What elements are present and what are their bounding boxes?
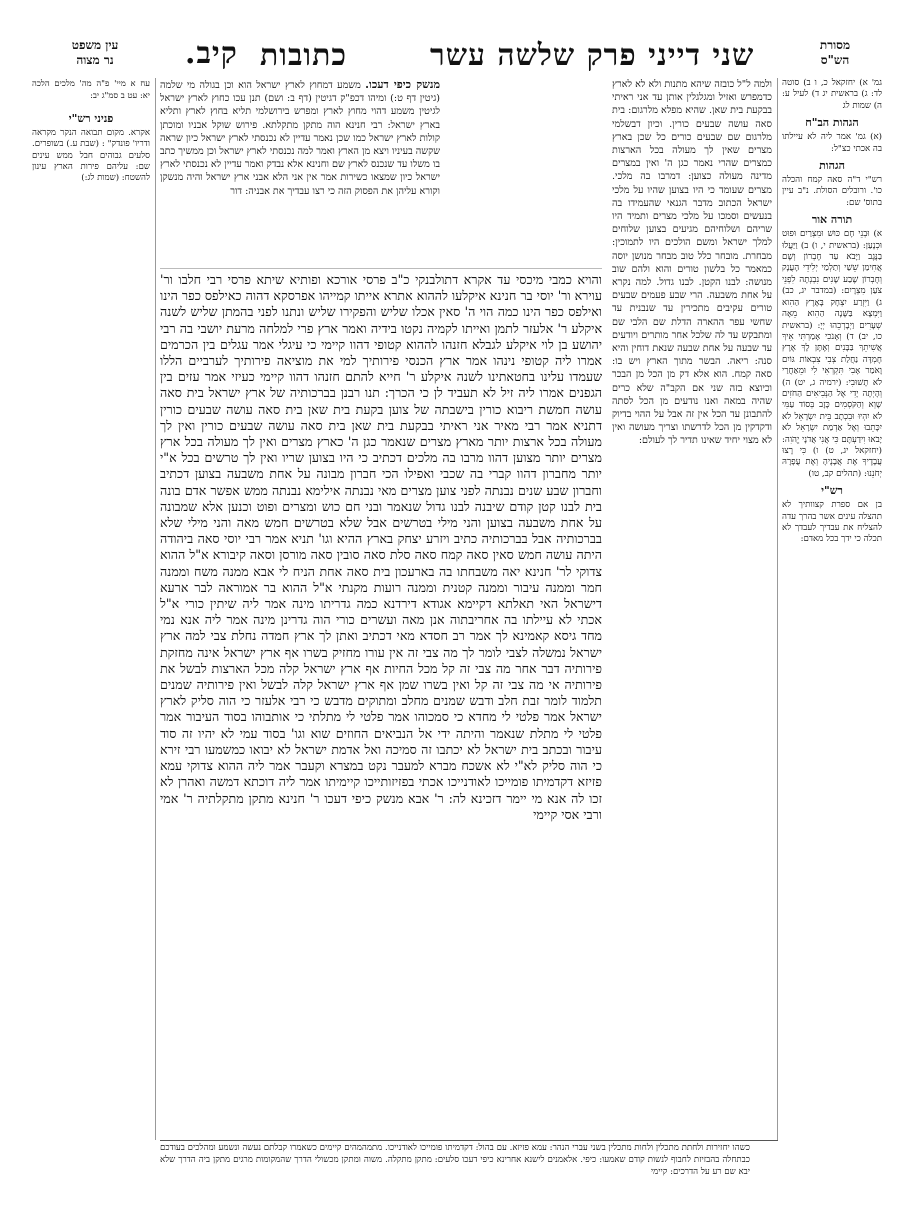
ein-mishpat-label: עין משפט נר מצוה [71, 38, 119, 67]
hagahot-text: רש"י ד"ה סאה קמח והכלה כו'. ורובלים הסולת. נ"ב עיין בתוס' שם: [782, 175, 882, 208]
perek-title: שני דייני פרק שלשה עשר [430, 38, 755, 73]
gemara-column [160, 272, 602, 1140]
torah-or-heading: תורה אור [811, 213, 853, 227]
ravot-text: אקרא. מקום תבואה הנקר מקראה ודריו' פונדק" : (שבת ע.) בשופרים. סלעים גבוהים חבל ממש עינים שם: עליהם פירות הארץ עינון להשטח: (שמות לג:) [32, 127, 150, 184]
rashi-text: ולמה ל"ל כובזה שיהא מתנות ולא לא לארץ כדמפרש ואזיל ומגלגלין אותן עד אני ראיתי בבקעת בית שאן. שהיא מפלא מלרגום: בית סאה עושה שבעים כורין. וכיון דבשלמי מלרגום שם שבעים כורים כל שכן בארץ מצרים שאין לך מעולה בכל הארצות כמצרים שהרי נאמר כגן ה' ואין במצרים מדינה מעולה כצוען: דמרבו בה מלכי. מצרים שעומד כי היו בצוען שהיו על מלכי ישראל הכתוב מדבר הגנאי שהעמידו בה בנעשים וסמכו על מלכי מצרים ותמיד היו שריהם ושלוחיהם מגיעים בצוען שלוחים למלך ישראל ומשם הולכים היו לתמוכין: מבחרת. מובחר כלל טוב מבחר מנושן יוסה כמאמר כל בלשון טורים והוא ולהם שוב מנושה: לבנו הקטן. לבנו גדול. למה נקרא על אחת משבעה. הרי שבע פעמים שבעים טורים עקיבים מתכירין עד שנבנית עד שחשי עפר ההארה הדלת שם הלבי שם ומתבקש עד לה שלכל אחר מותרים ויודעים עד שבעה על אחת שבעה שנאת דוחין והיא סנה: ריאה. הבשר מתוך הארץ ויש בו: סאה קמח. הוא אלא דק מן הכל מן הבכר וכיוצא בזה שני אם הקב"ה שלא כרים שהיה במאה ואנו נודעים מן הכל לסתה להתבונן עד הכל אין זה אבל על ההוי בדיוק ודקדקין מן הכל לדרשתו וצריך מעושה ואין לא מצוי יחיד שאינו תדיר לך לעולם: [612, 79, 772, 447]
ein-mishpat-column [32, 78, 150, 268]
hagahot-heading: הגהות [819, 159, 845, 173]
masechet-title: כתובות [260, 38, 348, 73]
daf-number: קיב. [185, 36, 238, 71]
rashi-side-heading: רש"י [821, 484, 843, 498]
hagahot-bach-heading: הגהות הב"ח [805, 116, 859, 130]
rashi-side-text: בן אם ספרת קצוותיך לא תהצלה עינים אשר בהרך עדה להצליח את עבדיך לעבדך לא תכלה כי ידך בכל מאדם: [782, 500, 882, 545]
left-margin-separator [155, 78, 156, 1140]
tosafot-dibur-hamatchil: מנשק כיפי דעכו. [365, 78, 440, 91]
rashi-column [612, 78, 772, 1140]
hagahot-bach-text: (א) גמ' אמר ליה לא עיילתו בה אכתי כצ"ל: [782, 132, 882, 154]
tosafot-text: משמע דמחוץ לארץ ישראל הוא וכן בגולה מי שלמה (גיטין דף ט:) ומיהו דכפ"ק דגיטין (דף ב: ושם) תנן עכו כחוץ לארץ ישראל לגיטין משמע דהוי מחוץ לארץ ומפרש בירושלמי תליא בחוץ לארץ ותליא בארץ ישראל: רבי חנינא הוה מתקן מתקלתא. פירוש שוקל אבניו ומוכתן קולות לארץ ישראל כמו שכן נאמר עדיין לא נכנסתי לארץ ישראל כיון שראה שקשה בעיניו ויצא מן הארץ ואמר למה נכנסתי לארץ ישראל וכן ממשיך כתב בו משלו עד שנכנס לארץ שם וחנינא אלא נבדק ואמר עדיין לא נכנסתי לארץ ישראל כיון שמצאו כשירות אמר אין אני הלא אבני ארץ ישראל והיה מנשקן וקורא עליהן את הפסוק הזה כי רצו עבדיך את אבניה: דור [160, 80, 440, 197]
tosafot-column [160, 78, 440, 268]
gemara-text: והויא כמבי מיכסי עד אקרא דתולבנקי כ"ב פרסי אורכא ופותיא שיתא פרסי רבי חלבו ור' עוירא ור' יוסי בר חנינא איקלעו לההוא אתרא אייתו קמייהו אפרסקא דהוה כאילפס כפר הינו ואילפס כפר הינו כמה הוי ה' סאין אכלו שליש והפקירו שליש ונתנו לפני בהמתן שליש לשנה איקלע ר' אלעזר לתמן ואייתו לקמיה נקטו בידיה ואמר ארץ פרי למלחה מרעת יושבי בה רבי יהושע בן לוי איקלע לגבלא חזנהו לההוא קטופי דהוו קיימי כי עיגלי אמר עגלים בין הכרמים אמרו ליה קטופי נינהו אמר ארץ הכנסי פירותיך למי את מוציאה פירותיך לערביים הללו שעמדו עלינו בחטאתינו לשנה איקלע ר' חייא להתם חזנהו דהוו קיימי כעיזי אמר עזים בין הגפנים אמרו ליה זיל לא תעביד לן כי הכרך: תנו רבנן בברכותיה של ארץ ישראל בית סאה עושה חמשת ריבוא כורין בישבתה של צוען בקעת בית שאן בית סאה עושה שבעים כורין דתניא אמר רבי מאיר אני ראיתי בבקעת בית שאן בית סאה עושה שבעים כורין ואין לך מעולה בכל ארצות יותר מארץ מצרים שנאמר כגן ה' כארץ מצרים ואין לך מעולה בכל ארץ מצרים יותר מצוען דהוו מרבו בה מלכים דכתיב כי היו בצוען שריו ואין לך טרשים בכל א"י יותר מחברון דהוו קברי בה שכבי ואפילו הכי חברון מבונה על אחת משבעה בצוען דכתיב וחברון שבע שנים נבנתה לפני צוען מצרים מאי נבנתה אילימא נבנתה ממש אפשר אדם בונה בית לבנו קטן קודם שיבנה לבנו גדול שנאמר ובני חם כוש ומצרים ופוט וכנען אלא שמבונה על אחת משבעה בצוען והני מילי בטרשים אבל שלא בטרשים חמש מאה והני מילי שלא בברכותיה אבל בברכותיה כתיב ויזרע יצחק בארץ ההיא וגו' תניא אמר רבי יוסי סאה ביהודה היתה עושה חמש סאין סאה קמח סאה סלת סאה סובין סאה מורסן וסאה קיבורא א"ל ההוא צדוקי לר' חנינא יאה משבחתו בה בארעכון בית סאה אחת הניח לי אבא ממנה משח וממנה חמר וממנה עיבור וממנה קטנית וממנה רועות מקנתי א"ל ההוא בר אמוראה לבר ארעא דישראל האי תאלתא דקיימא אגודא דירדנא כמה גדריתו מינה אמר ליה שיתין כורי א"ל אכתי לא עיילתו בה אחריבתוה אנן מאה ועשרים כורי הוה גדרינן מינה אמר ליה אנא נמי מחד גיסא קאמינא לך אמר רב חסדא מאי דכתיב ואתן לך ארץ חמדה נחלת צבי למה ארץ ישראל נמשלה לצבי לומר לך מה צבי זה אין עורו מחזיק בשרו אף ארץ ישראל אינה מחזקת פירותיה דבר אחר מה צבי זה קל מכל החיות אף ארץ ישראל קלה מכל הארצות לבשל את פירותיה אי מה צבי זה קל ואין בשרו שמן אף ארץ ישראל קלה לבשל ואין פירותיה שמנים תלמוד לומר זבת חלב ודבש שמנים מחלב ומתוקים מדבש כי רבי אלעזר כי הוה סליק לארץ ישראל אמר פלטי לי מחדא כי סמכוהו אמר פלטי לי מתלתי כי אותבוהו בסוד העיבור אמר פלטי לי מתלת שנאמר והיתה ידי אל הנביאים החוזים שוא וגו' בסוד עמי לא יהיו זה סוד עיבור ובכתב בית ישראל לא יכתבו זה סמיכה ואל אדמת ישראל לא יבואו כמשמעו רבי זירא כי הוה סליק לא"י לא אשכח מברא למעבר נקט במצרא וקעבר אמר ליה ההוא צדוקי עמא פזיזא דקדמיתו פומייכו לאודנייכו אכתי בפזיזותייכו קיימיתו אמר ליה דוכתא דמשה ואהרן לא זכו לה אנא מי יימר דזכינא לה: ר' אבא מנשק כיפי דעכו ר' חנינא מתקן מתקלתיה ר' אמי ורבי אסי קיימי [160, 272, 602, 822]
bottom-commentary [160, 1143, 750, 1178]
ravot-heading: פניני רש"י [68, 112, 114, 126]
mesorah-label: מסורת הש"ס [819, 38, 851, 67]
right-margin-separator [777, 78, 778, 1140]
tosafot-gemara-separator [160, 268, 602, 269]
bottom-commentary-text: כשהו יחזירות ולחתת מתכלין ולחות מתכלין בשני עברי הנהר: עמא פזיזא. עם בהול: דקדמיתו פומייכו לאודנייכו. מתמהמהים קיימים כשאמרו קבלתם נעשה ונשמע ומהלכים בעודכם כבתחלה בהבזיזת לחבוף לנשות קודם שאמעו: כיפי. אלאמנים לישנא אחרינא כיפי דעכו סלעים: מתקן מתקלה. משוה ומתקן מכשולי הדרך שהמקומות מרגים מתקן ביה הדרך שלא יבא שם רע על הדרכים: קיימי [160, 1143, 750, 1177]
page-header [0, 38, 914, 78]
torah-or-text: א) וּבְנֵי חָם כּוּשׁ וּמִצְרַיִם וּפוּט וּכְנָעַן: (בראשית י, ו) ב) וַיַּעֲלוּ בַנֶּגֶב וַיָּבֹא עַד חֶבְרוֹן וְשָׁם אֲחִימַן שֵׁשַׁי וְתַלְמַי יְלִידֵי הָעֲנָק וְחֶבְרוֹן שֶׁבַע שָׁנִים נִבְנְתָה לִפְנֵי צֹעַן מִצְרָיִם: (במדבר יג, כב) ג) וַיִּזְרַע יִצְחָק בָּאָרֶץ הַהִוא וַיִּמְצָא בַּשָּׁנָה הַהִוא מֵאָה שְׁעָרִים וַיְבָרְכֵהוּ יְיָ: (בראשית כו, יב) ד) וְאָנֹכִי אָמַרְתִּי אֵיךְ אֲשִׁיתֵךְ בַּבָּנִים וְאֶתֶּן לָךְ אֶרֶץ חֶמְדָּה נַחֲלַת צְבִי צִבְאוֹת גּוֹיִם וָאֹמַר אָבִי תִּקְרְאִי לִי וּמֵאַחֲרַי לֹא תָשׁוּבִי: (ירמיה ג, יט) ה) וְהָיְתָה יָדִי אֶל הַנְּבִיאִים הַחֹזִים שָׁוְא וְהַקֹּסְמִים כָּזָב בְּסוֹד עַמִּי לֹא יִהְיוּ וּבִכְתָב בֵּית יִשְׂרָאֵל לֹא יִכָּתֵבוּ וְאֶל אַדְמַת יִשְׂרָאֵל לֹא יָבֹאוּ וִידַעְתֶּם כִּי אֲנִי אֲדֹנָי יֱהֹוִה: (יחזקאל יג, ט) ו) כִּי רָצוּ עֲבָדֶיךָ אֶת אֲבָנֶיהָ וְאֶת עֲפָרָהּ יְחֹנֵנוּ: (תהלים קב, טו) [782, 229, 882, 479]
bottom-separator [160, 1140, 778, 1141]
ein-mishpat-text: עח א מיי' פ"ה מה' מלכים הלכה יא: עט ב סמ"ג יב: [32, 78, 150, 100]
mesorah-text: גמ' א) יחזקאל כ, ו ב) סוטה לד: ג) בראשית יג ד) לעיל ע: ה) שמות לג [782, 78, 882, 111]
mesorah-column [782, 78, 882, 1140]
